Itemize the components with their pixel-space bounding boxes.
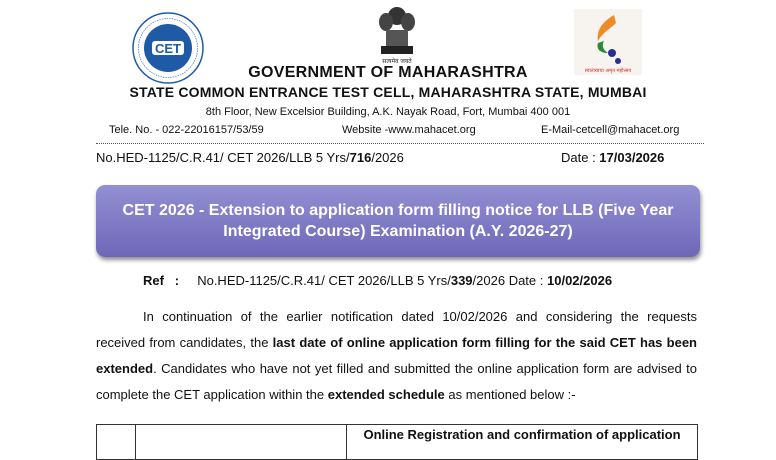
svg-text:CET: CET bbox=[155, 41, 181, 56]
ref-number-bold: 339 bbox=[450, 273, 473, 288]
body-paragraph bbox=[96, 304, 697, 408]
date-label: Date : bbox=[561, 150, 600, 165]
table-header-row bbox=[97, 425, 698, 460]
letter-number-prefix: No.HED-1125/C.R.41/ CET 2026/LLB 5 Yrs/ bbox=[96, 150, 350, 165]
ref-number-prefix: No.HED-1125/C.R.41/ CET 2026/LLB 5 Yrs/ bbox=[197, 273, 451, 288]
table-cell bbox=[136, 425, 347, 460]
svg-text:सत्यमेव जयते: सत्यमेव जयते bbox=[382, 58, 412, 65]
table-header-cell: Online Registration and confirmation of application bbox=[347, 425, 698, 460]
para-text-2: . Candidates who have not yet filled and submitted the online application form are advised to complete the CET application within the bbox=[96, 361, 697, 402]
website-link[interactable]: Website -www.mahacet.org bbox=[342, 124, 476, 136]
reference-line bbox=[143, 273, 612, 288]
letter-number-bold: 716 bbox=[349, 150, 372, 165]
para-bold-1: last date of online application form filling for the said CET has been extended bbox=[96, 335, 697, 376]
office-title: STATE COMMON ENTRANCE TEST CELL, MAHARASHTRA STATE, MUMBAI bbox=[129, 84, 647, 100]
ref-date-label: /2026 Date : bbox=[472, 273, 547, 288]
letter-number bbox=[96, 150, 404, 165]
letter-date bbox=[561, 150, 664, 165]
ref-label: Ref bbox=[143, 273, 164, 288]
ref-date: 10/02/2026 bbox=[547, 273, 613, 288]
national-emblem-icon bbox=[372, 4, 422, 66]
notice-title-banner bbox=[96, 185, 700, 257]
para-text-3: as mentioned below :- bbox=[444, 387, 576, 402]
government-title: GOVERNMENT OF MAHARASHTRA bbox=[248, 64, 528, 81]
date-value: 17/03/2026 bbox=[599, 150, 665, 165]
email-link[interactable]: E-Mail-cetcell@mahacet.org bbox=[541, 124, 680, 136]
divider bbox=[96, 143, 704, 144]
letter-number-suffix: /2026 bbox=[371, 150, 404, 165]
svg-text:स्वातंत्र्याचा अमृत महोत्सव: स्वातंत्र्याचा अमृत महोत्सव bbox=[584, 68, 632, 74]
telephone: Tele. No. - 022-22016157/53/59 bbox=[109, 124, 264, 136]
ref-colon: : bbox=[174, 273, 180, 288]
table-cell bbox=[97, 425, 136, 460]
office-address: 8th Floor, New Excelsior Building, A.K. Nayak Road, Fort, Mumbai 400 001 bbox=[205, 106, 571, 118]
para-bold-2: extended schedule bbox=[327, 387, 445, 402]
para-text-1: In continuation of the earlier notification dated 10/02/2026 and considering the requests received from candidates, the bbox=[96, 309, 697, 350]
notice-title: CET 2026 - Extension to application form filling notice for LLB (Five Year Integrated Course) Examination (A.Y. 2026-27) bbox=[122, 202, 674, 240]
schedule-table bbox=[96, 424, 698, 460]
